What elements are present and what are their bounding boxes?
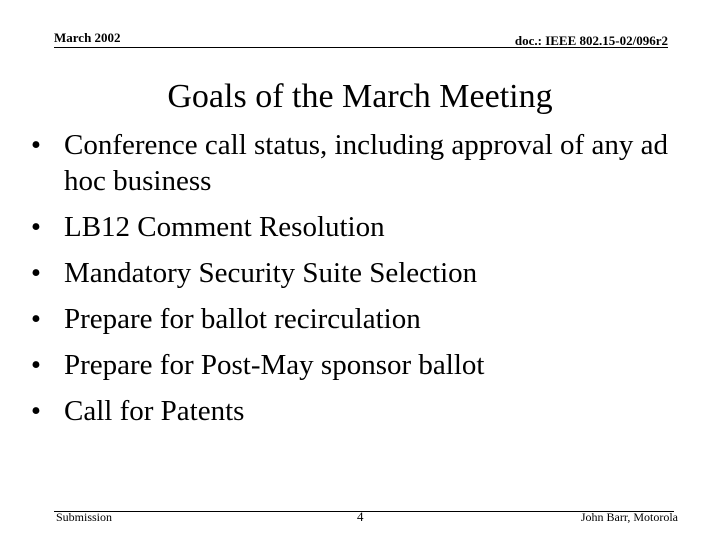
- bullet-list: [26, 127, 686, 439]
- footer-submission: Submission: [56, 510, 113, 524]
- bullet-text: Prepare for ballot recirculation: [64, 303, 421, 335]
- page-number: 4: [357, 509, 364, 524]
- bullet-icon: •: [30, 303, 42, 335]
- slide-title: Goals of the March Meeting: [167, 78, 553, 115]
- bullet-item: [26, 347, 686, 383]
- bullet-icon: •: [30, 257, 42, 289]
- bullet-icon: •: [30, 395, 42, 427]
- footer-author: John Barr, Motorola: [580, 510, 678, 524]
- header-divider: [54, 47, 668, 48]
- bullet-icon: •: [30, 129, 42, 161]
- header-doc-id: doc.: IEEE 802.15-02/096r2: [514, 33, 668, 48]
- bullet-item: [26, 255, 686, 291]
- bullet-item: [26, 127, 686, 199]
- bullet-item: [26, 301, 686, 337]
- bullet-icon: •: [30, 349, 42, 381]
- bullet-text: Prepare for Post-May sponsor ballot: [64, 349, 485, 381]
- bullet-icon: •: [30, 211, 42, 243]
- bullet-text: Mandatory Security Suite Selection: [64, 257, 478, 289]
- bullet-text: Conference call status, including approval of any ad hoc business: [64, 129, 668, 197]
- bullet-item: [26, 393, 686, 429]
- bullet-text: Call for Patents: [64, 395, 245, 427]
- header-date: March 2002: [54, 30, 121, 45]
- bullet-text: LB12 Comment Resolution: [64, 211, 385, 243]
- bullet-item: [26, 209, 686, 245]
